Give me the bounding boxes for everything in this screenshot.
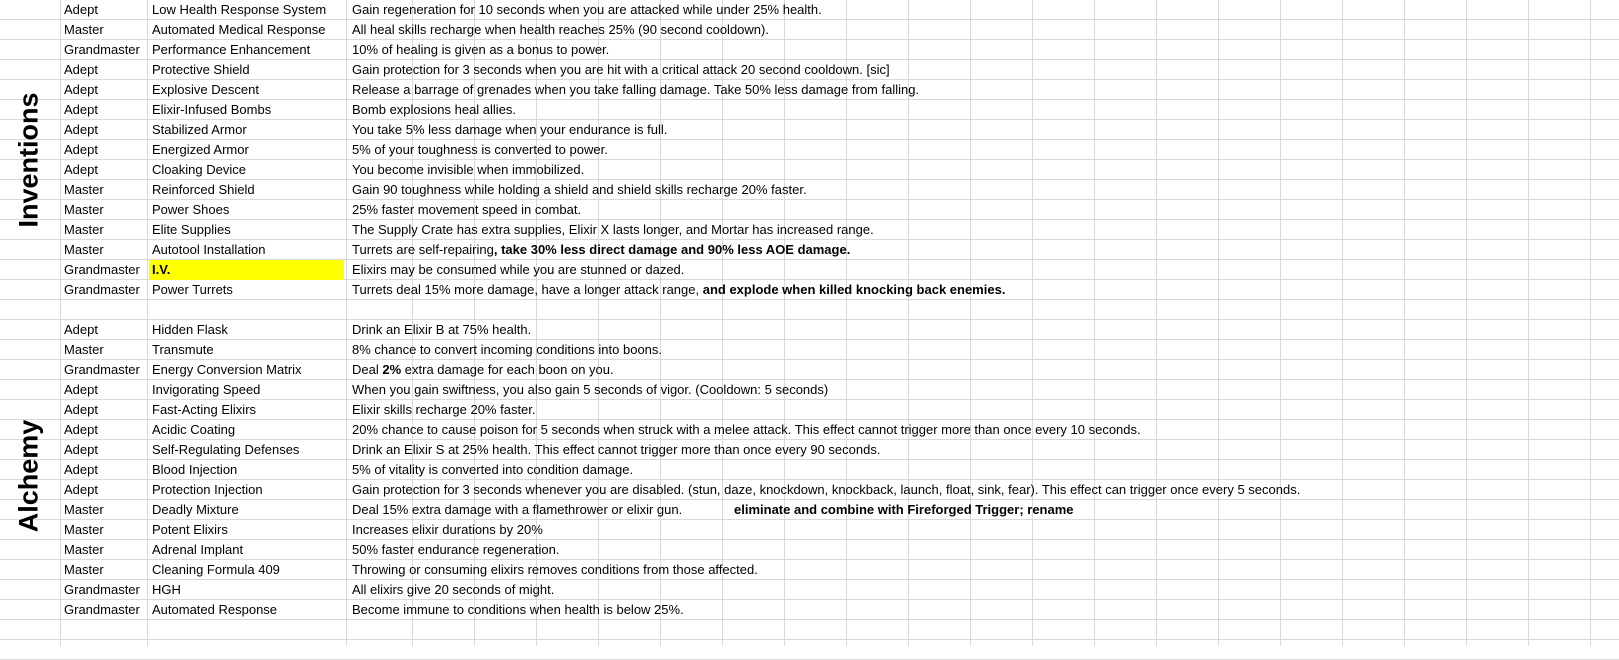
description-cell[interactable] (349, 200, 581, 220)
trait-name-cell[interactable]: Power Turrets (152, 282, 233, 297)
description-cell[interactable] (349, 320, 531, 340)
trait-name-cell[interactable]: Potent Elixirs (152, 522, 228, 537)
description-text: Gain regeneration for 10 seconds when you are attacked while under 25% health. (352, 2, 822, 17)
description-text: 8% chance to convert incoming conditions into boons. (352, 342, 663, 357)
gridline (0, 639, 1619, 640)
rank-cell[interactable]: Master (64, 522, 104, 537)
trait-name-cell[interactable]: HGH (152, 582, 181, 597)
description-cell[interactable] (349, 460, 633, 480)
description-text: Gain protection for 3 seconds whenever you are disabled. (stun, daze, knockdown, knockback, launch, float, sink, fear). This effect can trigger once every 5 seconds. (352, 482, 1301, 497)
table-row (0, 280, 1619, 300)
trait-name-cell[interactable]: Invigorating Speed (152, 382, 261, 397)
trait-name-cell[interactable]: I.V. (149, 260, 344, 280)
description-cell[interactable] (349, 260, 684, 280)
table-row (0, 600, 1619, 620)
table-row (0, 0, 1619, 20)
description-text: 5% of vitality is converted into condition damage. (352, 462, 634, 477)
rank-cell[interactable]: Adept (64, 122, 98, 137)
table-row (0, 320, 1619, 340)
description-cell[interactable] (349, 600, 684, 620)
trait-name-cell[interactable]: Energized Armor (152, 142, 249, 157)
description-cell[interactable] (349, 120, 667, 140)
description-cell[interactable] (349, 420, 1141, 440)
rank-cell[interactable]: Adept (64, 402, 98, 417)
description-text: All elixirs give 20 seconds of might. (352, 582, 555, 597)
rank-cell[interactable]: Adept (64, 162, 98, 177)
description-cell[interactable] (349, 20, 769, 40)
trait-name-cell[interactable]: Performance Enhancement (152, 42, 311, 57)
description-text: Release a barrage of grenades when you take falling damage. Take 50% less damage from falling. (352, 82, 920, 97)
table-row (0, 220, 1619, 240)
description-bold-text: 2% (382, 362, 402, 377)
rank-cell[interactable]: Master (64, 182, 104, 197)
trait-name-cell[interactable]: Transmute (152, 342, 214, 357)
description-cell[interactable] (349, 160, 584, 180)
group-label-alchemy: Alchemy (13, 419, 44, 533)
description-text: Gain 90 toughness while holding a shield and shield skills recharge 20% faster. (352, 182, 807, 197)
rank-cell[interactable]: Grandmaster (64, 582, 140, 597)
description-cell[interactable] (349, 0, 822, 20)
description-cell[interactable] (349, 580, 554, 600)
description-text: All heal skills recharge when health reaches 25% (90 second cooldown). (352, 22, 769, 37)
description-text: When you gain swiftness, you also gain 5 seconds of vigor. (Cooldown: 5 seconds) (352, 382, 829, 397)
description-cell[interactable] (349, 100, 516, 120)
description-cell[interactable] (349, 380, 828, 400)
rank-cell[interactable]: Master (64, 562, 104, 577)
description-cell[interactable] (349, 440, 880, 460)
rank-cell[interactable]: Master (64, 242, 104, 257)
trait-name-cell[interactable]: Deadly Mixture (152, 502, 239, 517)
description-cell[interactable] (349, 520, 543, 540)
rank-cell[interactable]: Adept (64, 322, 98, 337)
description-cell[interactable] (349, 240, 850, 260)
description-cell[interactable] (349, 140, 608, 160)
trait-name-cell[interactable]: Adrenal Implant (152, 542, 244, 557)
table-row (0, 520, 1619, 540)
trait-name-cell[interactable]: Stabilized Armor (152, 122, 247, 137)
trait-name-cell[interactable]: Autotool Installation (152, 242, 266, 257)
rank-cell[interactable]: Grandmaster (64, 42, 140, 57)
table-row (0, 340, 1619, 360)
group-label-inventions: Inventions (13, 92, 44, 228)
description-text: Elixirs may be consumed while you are stunned or dazed. (352, 262, 685, 277)
rank-cell[interactable]: Adept (64, 142, 98, 157)
description-text: 5% of your toughness is converted to power. (352, 142, 608, 157)
table-row (0, 100, 1619, 120)
description-text: Deal (352, 362, 383, 377)
rank-cell[interactable]: Adept (64, 422, 98, 437)
trait-name-cell[interactable]: Self-Regulating Defenses (152, 442, 300, 457)
rank-cell[interactable]: Master (64, 222, 104, 237)
table-row (0, 400, 1619, 420)
table-row (0, 420, 1619, 440)
table-row (0, 540, 1619, 560)
description-cell[interactable] (349, 480, 1300, 500)
table-row (0, 440, 1619, 460)
rank-cell[interactable]: Master (64, 542, 104, 557)
description-cell[interactable] (349, 500, 682, 520)
description-text: You take 5% less damage when your endurance is full. (352, 122, 668, 137)
description-text: 20% chance to cause poison for 5 seconds when struck with a melee attack. This effect cannot trigger more than once every 10 seconds. (352, 422, 1141, 437)
rank-cell[interactable]: Adept (64, 82, 98, 97)
trait-name-cell[interactable]: Explosive Descent (152, 82, 259, 97)
trait-name-cell[interactable]: Fast-Acting Elixirs (152, 402, 257, 417)
description-cell[interactable] (349, 40, 609, 60)
description-text: Drink an Elixir B at 75% health. (352, 322, 532, 337)
rank-cell[interactable]: Master (64, 22, 104, 37)
description-text: Increases elixir durations by 20% (352, 522, 543, 537)
description-text: 50% faster endurance regeneration. (352, 542, 560, 557)
trait-name-cell[interactable]: Blood Injection (152, 462, 238, 477)
trait-name-cell[interactable]: Automated Response (152, 602, 278, 617)
trait-name-cell[interactable]: Elixir-Infused Bombs (152, 102, 272, 117)
rank-cell[interactable]: Grandmaster (64, 362, 140, 377)
rank-cell[interactable]: Master (64, 342, 104, 357)
description-cell[interactable] (349, 560, 758, 580)
table-row (0, 120, 1619, 140)
table-row (0, 560, 1619, 580)
rank-cell[interactable]: Grandmaster (64, 262, 140, 277)
table-row (0, 140, 1619, 160)
table-row (0, 260, 1619, 280)
description-cell[interactable] (349, 220, 874, 240)
description-text: Bomb explosions heal allies. (352, 102, 517, 117)
description-cell[interactable] (349, 80, 919, 100)
description-bold-text: and explode when killed knocking back enemies. (702, 282, 1006, 297)
description-text: 10% of healing is given as a bonus to power. (352, 42, 610, 57)
description-cell[interactable] (349, 280, 1005, 300)
description-text: The Supply Crate has extra supplies, Elixir X lasts longer, and Mortar has increased range. (352, 222, 874, 237)
table-row (0, 160, 1619, 180)
description-text: Elixir skills recharge 20% faster. (352, 402, 536, 417)
note-cell[interactable]: eliminate and combine with Fireforged Trigger; rename (734, 502, 1074, 517)
table-row (0, 200, 1619, 220)
rank-cell[interactable]: Adept (64, 102, 98, 117)
description-text: Drink an Elixir S at 25% health. This effect cannot trigger more than once every 90 seconds. (352, 442, 881, 457)
description-text: Deal 15% extra damage with a flamethrower or elixir gun. (352, 502, 683, 517)
trait-name-cell[interactable]: Automated Medical Response (152, 22, 326, 37)
description-cell[interactable] (349, 400, 536, 420)
trait-name-cell[interactable]: Energy Conversion Matrix (152, 362, 302, 377)
description-cell[interactable] (349, 360, 614, 380)
description-tail-text: extra damage for each boon on you. (401, 362, 614, 377)
table-row (0, 360, 1619, 380)
description-bold-text: , take 30% less direct damage and 90% less AOE damage. (493, 242, 851, 257)
trait-name-cell[interactable]: Hidden Flask (152, 322, 228, 337)
table-row (0, 380, 1619, 400)
trait-name-cell[interactable]: Cleaning Formula 409 (152, 562, 280, 577)
table-row (0, 500, 1619, 520)
trait-name-cell[interactable]: Protective Shield (152, 62, 250, 77)
description-cell[interactable] (349, 180, 807, 200)
trait-name-cell[interactable]: Power Shoes (152, 202, 230, 217)
rank-cell[interactable]: Grandmaster (64, 602, 140, 617)
trait-name-cell[interactable]: Cloaking Device (152, 162, 246, 177)
rank-cell[interactable]: Adept (64, 482, 98, 497)
table-row (0, 80, 1619, 100)
trait-name-cell[interactable]: Elite Supplies (152, 222, 231, 237)
description-text: Turrets are self-repairing (352, 242, 494, 257)
table-row (0, 40, 1619, 60)
table-row (0, 240, 1619, 260)
description-cell[interactable] (349, 60, 890, 80)
table-row (0, 460, 1619, 480)
rank-cell[interactable]: Adept (64, 382, 98, 397)
rank-cell[interactable]: Adept (64, 462, 98, 477)
description-text: Turrets deal 15% more damage, have a longer attack range, (352, 282, 703, 297)
description-cell[interactable] (349, 540, 559, 560)
description-text: 25% faster movement speed in combat. (352, 202, 582, 217)
description-text: You become invisible when immobilized. (352, 162, 585, 177)
table-row (0, 480, 1619, 500)
rank-cell[interactable]: Adept (64, 2, 98, 17)
table-row (0, 180, 1619, 200)
description-text: Gain protection for 3 seconds when you are hit with a critical attack 20 second cooldown. [sic] (352, 62, 890, 77)
rank-cell[interactable]: Adept (64, 62, 98, 77)
trait-name-cell[interactable]: Low Health Response System (152, 2, 327, 17)
table-row (0, 60, 1619, 80)
rank-cell[interactable]: Adept (64, 442, 98, 457)
trait-name-cell[interactable]: Acidic Coating (152, 422, 236, 437)
rank-cell[interactable]: Master (64, 202, 104, 217)
rank-cell[interactable]: Grandmaster (64, 282, 140, 297)
description-text: Throwing or consuming elixirs removes conditions from those affected. (352, 562, 758, 577)
description-text: Become immune to conditions when health is below 25%. (352, 602, 684, 617)
rank-cell[interactable]: Master (64, 502, 104, 517)
table-row (0, 580, 1619, 600)
trait-name-cell[interactable]: Reinforced Shield (152, 182, 255, 197)
description-cell[interactable] (349, 340, 662, 360)
trait-name-cell[interactable]: Protection Injection (152, 482, 263, 497)
table-row (0, 20, 1619, 40)
